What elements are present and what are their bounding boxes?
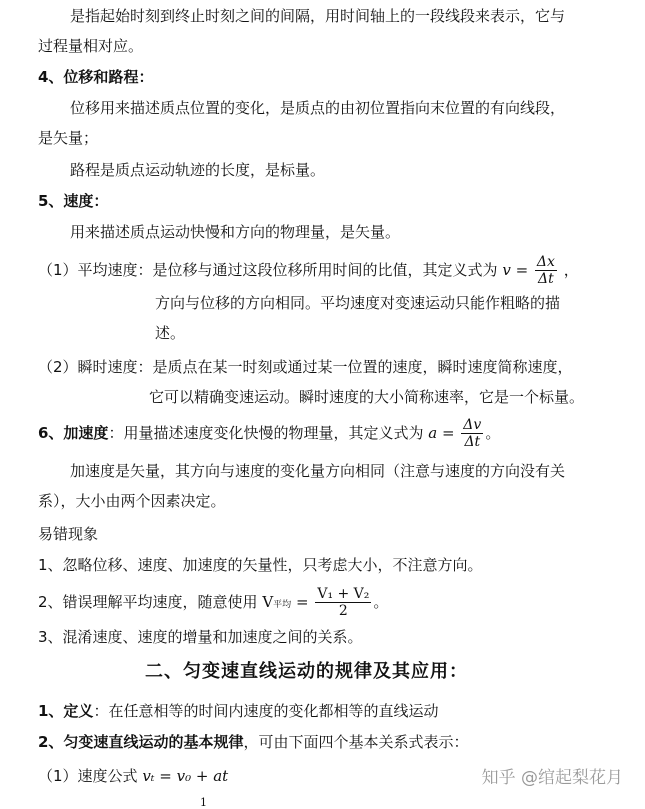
formula-lhs: a = [428, 424, 455, 442]
text-line: 3、混淆速度、速度的增量和加速度之间的关系。 [38, 628, 363, 646]
text-segment: （1）速度公式 [38, 767, 138, 785]
text-line: 加速度是矢量，其方向与速度的变化量方向相同（注意与速度的方向没有关 [70, 462, 566, 480]
formula-equals: = [295, 593, 309, 611]
fraction [535, 254, 557, 287]
text-segment: ， [563, 261, 579, 279]
watermark: 知乎 @绾起梨花月 [481, 768, 623, 788]
cutoff-text: 1 [200, 796, 207, 809]
text-line: 是指起始时刻到终止时刻之间的间隔，用时间轴上的一段线段来表示，它与 [70, 7, 566, 25]
text-segment: 。 [373, 593, 389, 611]
fraction [315, 586, 371, 619]
fraction-numerator: Δx [536, 254, 555, 270]
text-segment: （1）平均速度：是位移与通过这段位移所用时间的比值，其定义式为 [38, 261, 498, 279]
formula: vₜ = v₀ + at [142, 767, 229, 785]
text-line: 1、忽略位移、速度、加速度的矢量性，只考虑大小，不注意方向。 [38, 556, 483, 574]
text-line: 述。 [155, 324, 186, 342]
term-bold: 2、匀变速直线运动的基本规律 [38, 733, 244, 751]
formula-lhs: v = [502, 261, 529, 279]
text-segment: ：在任意相等的时间内速度的变化都相等的直线运动 [93, 702, 439, 720]
text-line: 过程量相对应。 [38, 37, 144, 55]
fraction [461, 417, 483, 450]
text-segment: 。 [485, 424, 501, 442]
formula-subscript: 平均 [273, 600, 292, 610]
formula-line [38, 414, 500, 452]
text-line: 易错现象 [38, 525, 99, 543]
text-line [38, 766, 228, 786]
fraction-numerator: Δv [463, 417, 482, 433]
formula-line [38, 252, 579, 288]
formula-line [38, 583, 388, 624]
text-line: 系），大小由两个因素决定。 [38, 492, 226, 510]
text-line: 是矢量； [38, 129, 99, 147]
text-segment: 2、错误理解平均速度，随意使用 [38, 593, 258, 611]
text-segment: ：用量描述速度变化快慢的物理量，其定义式为 [108, 424, 424, 442]
fraction-numerator: V₁ + V₂ [317, 586, 370, 602]
text-line: （2）瞬时速度：是质点在某一时刻或通过某一位置的速度，瞬时速度简称速度， [38, 358, 573, 376]
text-line: 用来描述质点运动快慢和方向的物理量，是矢量。 [70, 223, 401, 241]
text-line: 路程是质点运动轨迹的长度，是标量。 [70, 161, 326, 179]
text-line: 位移用来描述质点位置的变化，是质点的由初位置指向末位置的有向线段， [70, 99, 566, 117]
text-line [38, 732, 468, 752]
text-line [38, 701, 438, 721]
text-line: 它可以精确变速运动。瞬时速度的大小简称速率，它是一个标量。 [149, 388, 585, 406]
text-line: 方向与位移的方向相同。平均速度对变速运动只能作粗略的描 [155, 294, 561, 312]
formula-lhs: V [262, 593, 274, 611]
section-heading: 4、位移和路程： [38, 68, 154, 86]
fraction-denominator: Δt [464, 434, 481, 450]
fraction-denominator: Δt [538, 271, 554, 287]
section-heading: 5、速度： [38, 192, 109, 210]
section-heading: 6、加速度 [38, 424, 109, 442]
term-bold: 1、定义 [38, 702, 94, 720]
text-segment: ，可由下面四个基本关系式表示： [243, 733, 469, 751]
chapter-heading: 二、匀变速直线运动的规律及其应用： [145, 661, 468, 682]
fraction-denominator: 2 [338, 603, 348, 619]
